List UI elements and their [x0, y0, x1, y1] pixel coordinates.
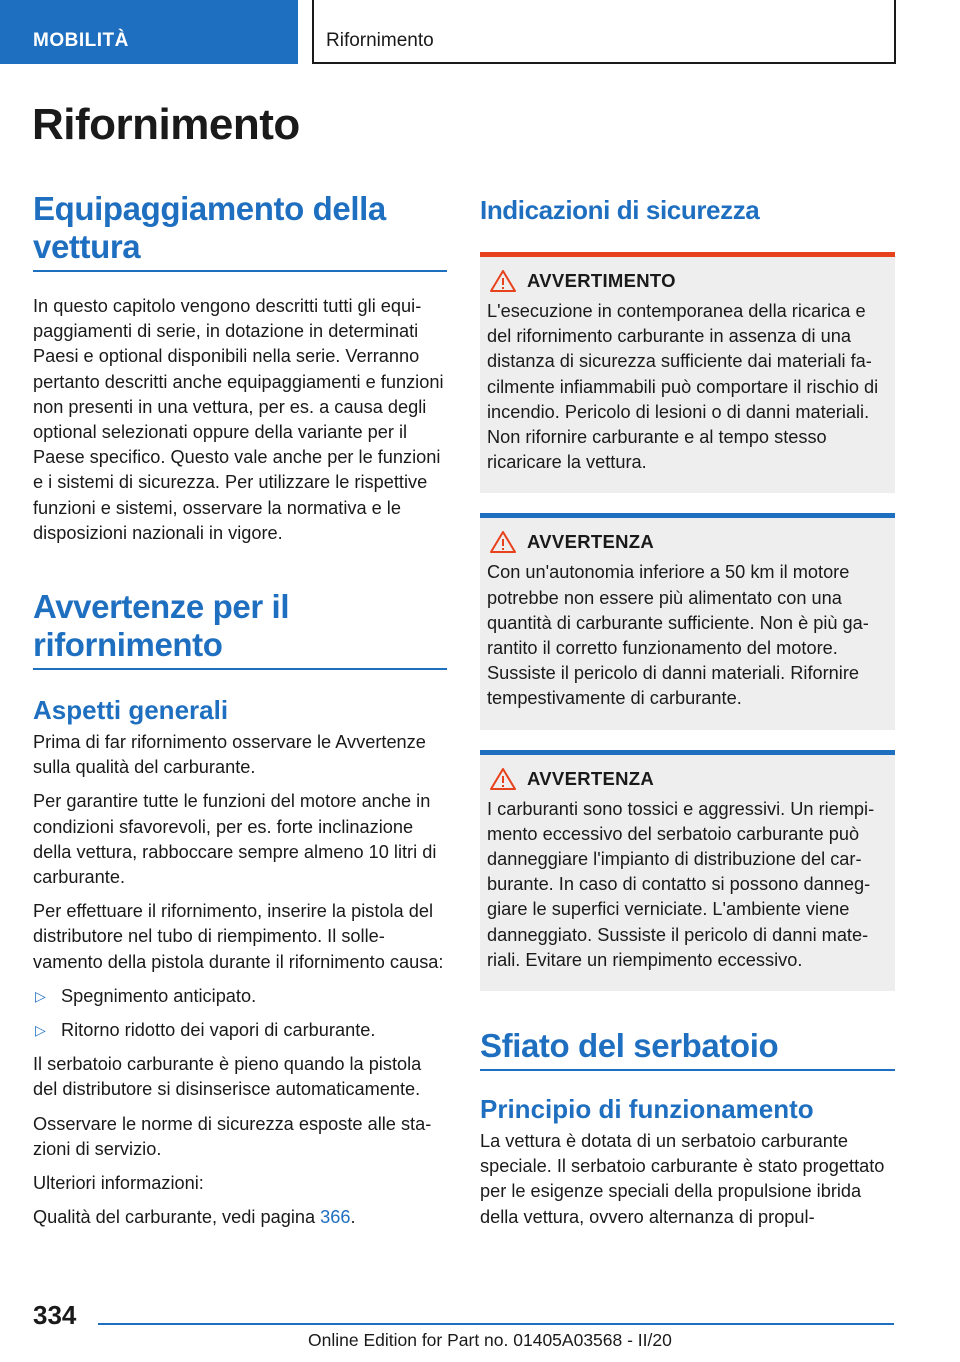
footer-divider	[98, 1323, 894, 1325]
paragraph-nozzle: Per effettuare il rifornimento, inserire la pistola del distributore nel tubo di riempimento. Il sollevamento della pistola durante il rifornimento causa:	[33, 901, 444, 972]
page-link[interactable]: 366	[320, 1207, 351, 1228]
section-tab: MOBILITÀ	[0, 0, 298, 64]
list-item: ▷ Ritorno ridotto dei vapori di carburante.	[33, 1018, 447, 1043]
principle-text: La vettura è dotata di un serbatoio carburante speciale. Il serbatoio carburante è stato progettato per le esigenze speciali della propulsione ibrida della vettura, ovvero alternanza di propul-	[480, 1131, 885, 1227]
general-heading: Aspetti generali	[33, 695, 229, 726]
paragraph-tank-full: Il serbatoio carburante è pieno quando la pistola del distributore si disinserisce automaticamente.	[33, 1054, 422, 1100]
triangle-right-icon: ▷	[35, 1022, 46, 1039]
caution-title: AVVERTENZA	[527, 767, 655, 789]
left-column	[33, 190, 447, 1230]
paragraph-station-rules: Osservare le norme di sicurezza esposte alle stazioni di servizio.	[33, 1113, 432, 1159]
caution-text: Con un'autonomia inferiore a 50 km il motore potrebbe non essere più alimentato con una quantità di carburante sufficiente. Non è più garantito il corretto funzionamento del motore. Sussiste il pericolo di danni materiali. Rifornire tempestivamente di carburante.	[487, 562, 869, 709]
caution-box	[480, 750, 895, 991]
caution-title: AVVERTENZA	[527, 531, 655, 553]
warning-title: AVVERTIMENTO	[527, 270, 676, 291]
page-title: Rifornimento	[32, 100, 300, 149]
triangle-right-icon: ▷	[35, 987, 46, 1004]
warning-text: L'esecuzione in contemporanea della ricarica e del rifornimento carburante in assenza di una distanza di sicurezza sufficiente dai materiali facilmente infiammabili può comportare il rischio di incendio. Pericolo di lesioni o di danni materiali. Non rifornire carburante e al tempo stesso ricaricare la vettura.	[487, 301, 879, 473]
right-column	[480, 190, 895, 1230]
safety-heading: Indicazioni di sicurezza	[480, 195, 760, 225]
list-item: ▷ Spegnimento anticipato.	[33, 984, 447, 1009]
paragraph-fuel-quality: Prima di far rifornimento osservare le Avvertenze sulla qualità del carburante.	[33, 732, 426, 778]
warning-triangle-icon	[489, 269, 517, 293]
chapter-header: Rifornimento	[312, 0, 896, 64]
caution-text: I carburanti sono tossici e aggressivi. Un riempimento eccessivo del serbatoio carburante può danneggiare l'impianto di distribuzione del carburante. In caso di contatto si possono danneggiare le superfici verniciate. L'ambiente viene danneggiato. Sussiste il pericolo di danni materiali. Evitare un riempimento eccessivo.	[487, 798, 875, 970]
warning-triangle-icon	[489, 767, 517, 791]
page-number: 334	[33, 1300, 77, 1330]
bullet-list	[33, 984, 447, 1043]
paragraph-more-info: Ulteriori informazioni:	[33, 1173, 204, 1194]
edition-text: Online Edition for Part no. 01405A03568 - II/20	[308, 1330, 672, 1350]
paragraph-min-fuel: Per garantire tutte le funzioni del motore anche in condizioni sfavorevoli, per es. forte inclinazione della vettura, rabboccare sempre almeno 10 litri di carburante.	[33, 791, 437, 888]
caution-box	[480, 513, 895, 729]
warning-box	[480, 252, 895, 493]
paragraph-fuel-quality-ref: Qualità del carburante, vedi pagina 366.	[33, 1207, 356, 1228]
principle-heading: Principio di funzionamento	[480, 1094, 814, 1125]
equipment-text: In questo capitolo vengono descritti tutti gli equipaggiamenti di serie, in dotazione in determinati Paesi e optional disponibili nella serie. Verranno pertanto descritti anche equipaggiamenti e funzioni non presenti in una vettura, per es. a causa degli optional selezionati oppure della variante per il Paese specifico. Questo vale anche per le funzioni e i sistemi di sicurezza. Per utilizzare le rispettive funzioni e sistemi, osservare la normativa e le disposizioni nazionali in vigore.	[33, 296, 444, 543]
equipment-heading: Equipaggiamento della vettura	[33, 190, 447, 272]
tank-vent-heading: Sfiato del serbatoio	[480, 1027, 895, 1071]
refuel-notes-heading: Avvertenze per il rifornimento	[33, 588, 447, 670]
warning-triangle-icon	[489, 530, 517, 554]
